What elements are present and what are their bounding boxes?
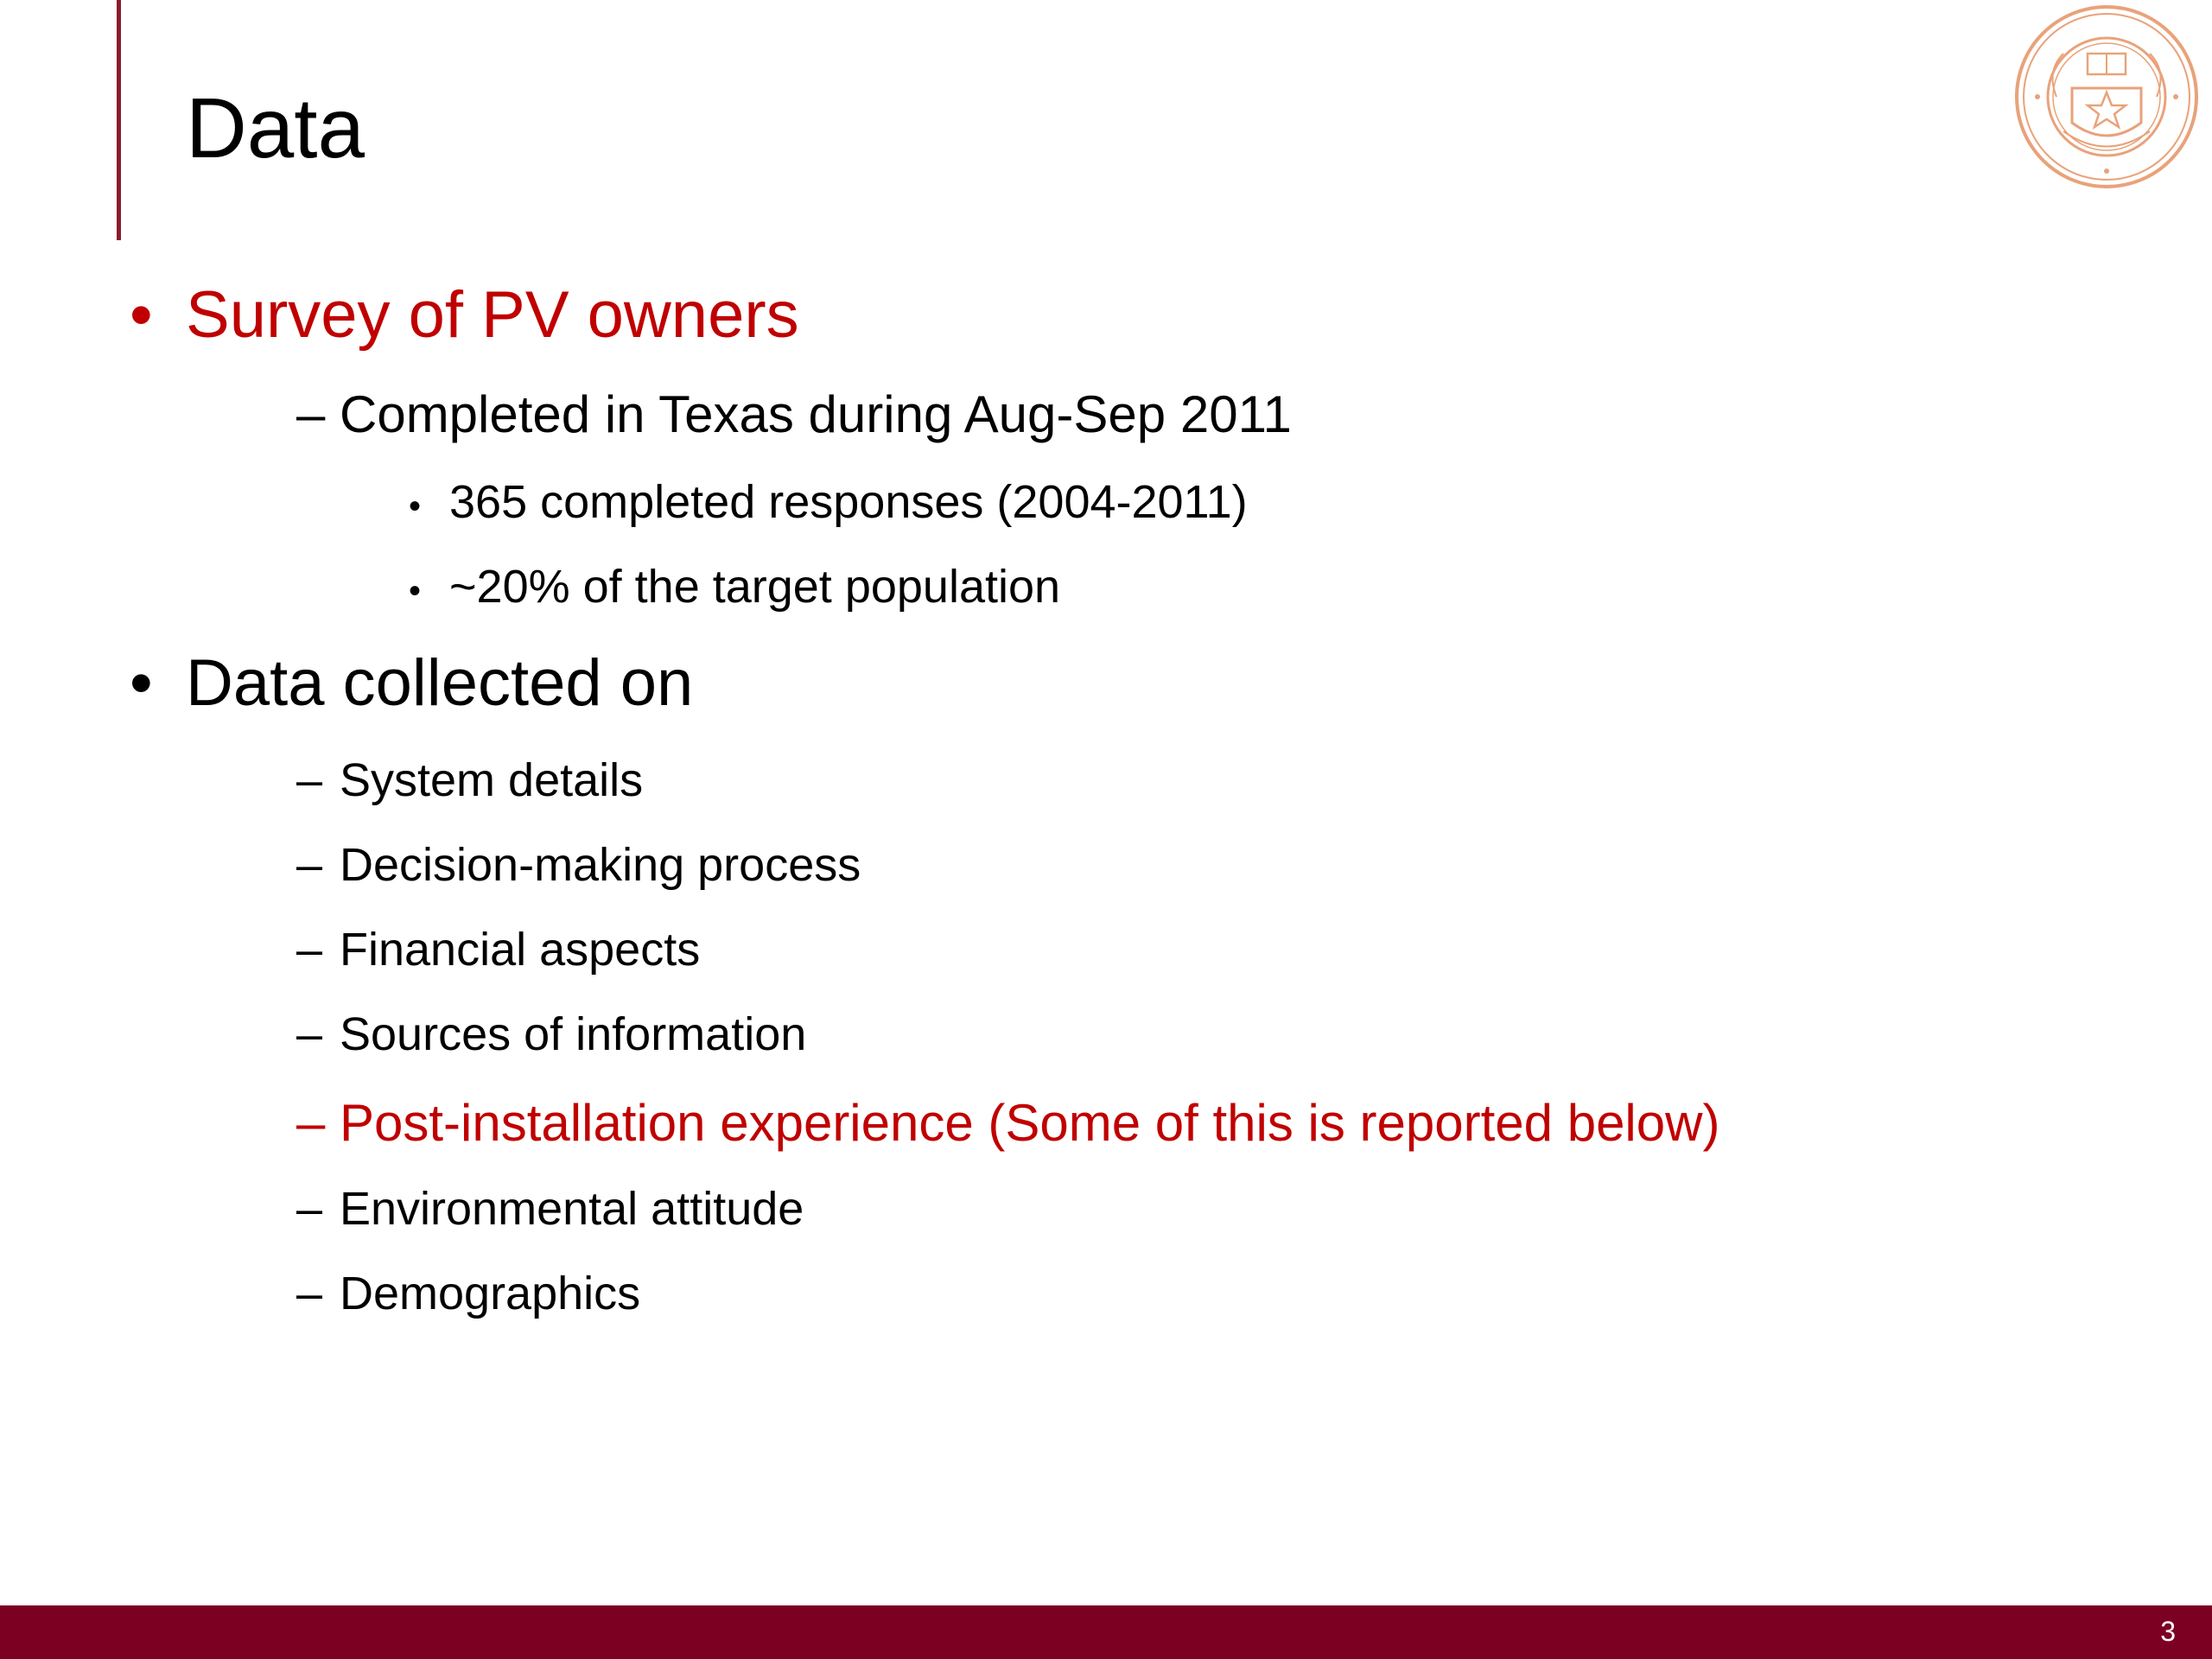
sub-bullet-text: Environmental attitude xyxy=(340,1183,804,1235)
bullet-marker: • xyxy=(130,278,153,352)
sub-sub-bullet-text: 365 completed responses (2004-2011) xyxy=(449,476,1248,528)
university-seal-logo xyxy=(2012,2,2202,192)
dash-marker: – xyxy=(296,924,323,976)
dash-marker: – xyxy=(296,1008,323,1060)
dash-marker: – xyxy=(296,754,323,806)
bullet-marker: • xyxy=(130,646,153,720)
dash-marker: – xyxy=(296,1268,323,1319)
sub-bullet-text: Completed in Texas during Aug-Sep 2011 xyxy=(340,385,1292,443)
bullet-marker: • xyxy=(409,572,422,610)
sub-bullet-sources-of-information xyxy=(296,1006,806,1063)
dash-marker: – xyxy=(296,1183,323,1235)
dash-marker: – xyxy=(296,1094,326,1152)
dash-marker: – xyxy=(296,385,326,443)
bullet-marker: • xyxy=(409,487,422,525)
bullet-data-collected-on xyxy=(130,645,693,722)
sub-bullet-text: Sources of information xyxy=(340,1008,807,1060)
bullet-survey-of-pv-owners xyxy=(130,276,799,354)
sub-bullet-demographics xyxy=(296,1265,640,1322)
sub-sub-bullet-target-population xyxy=(409,558,1060,620)
dash-marker: – xyxy=(296,839,323,891)
sub-bullet-text: Decision-making process xyxy=(340,839,861,891)
sub-sub-bullet-text: ~20% of the target population xyxy=(449,561,1061,613)
bullet-text: Data collected on xyxy=(186,646,694,720)
sub-bullet-financial-aspects xyxy=(296,921,700,978)
slide-title: Data xyxy=(186,80,365,175)
bullet-text: Survey of PV owners xyxy=(186,278,799,352)
sub-sub-bullet-completed-responses xyxy=(409,474,1248,535)
sub-bullet-system-details xyxy=(296,752,643,809)
sub-bullet-text: Financial aspects xyxy=(340,924,701,976)
sub-bullet-decision-making xyxy=(296,836,861,893)
sub-bullet-text: Demographics xyxy=(340,1268,641,1319)
page-number: 3 xyxy=(2160,1616,2176,1647)
sub-bullet-text: System details xyxy=(340,754,644,806)
sub-bullet-post-installation xyxy=(296,1092,1719,1154)
sub-bullet-completed-in-texas xyxy=(296,384,1292,446)
title-accent-rule xyxy=(117,0,121,240)
sub-bullet-text: Post-installation experience (Some of this is reported below) xyxy=(340,1094,1720,1152)
footer-bar xyxy=(0,1605,2212,1659)
sub-bullet-environmental-attitude xyxy=(296,1180,804,1237)
